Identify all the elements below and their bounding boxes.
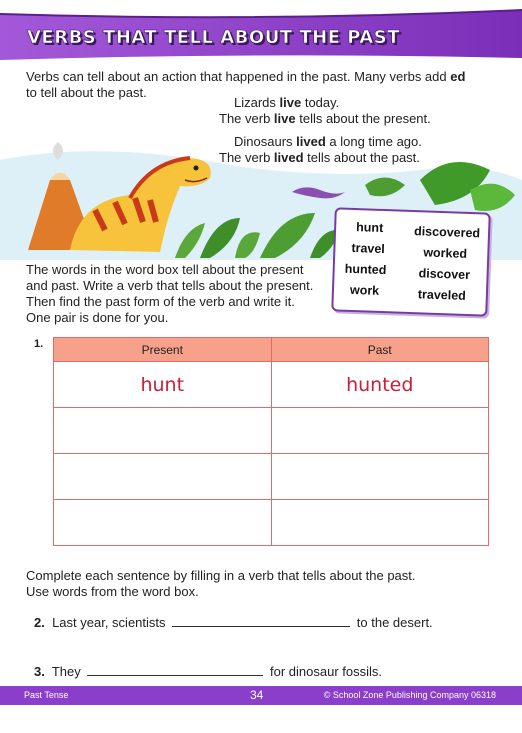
exercise-2-instructions: Complete each sentence by filling in a verb that tells about the past. Use words from the word box. (26, 568, 416, 599)
word-box-word: discovered (413, 224, 481, 241)
header-banner (0, 0, 522, 64)
word-box-word: discover (418, 266, 471, 283)
present-cell[interactable] (54, 454, 272, 500)
sentence-text: for dinosaur fossils. (270, 664, 382, 679)
table-row (54, 500, 489, 546)
intro-line2: to tell about the past. (26, 85, 147, 100)
table-row (54, 408, 489, 454)
answer-blank[interactable] (172, 625, 350, 627)
sentence-number: 2. (34, 615, 45, 630)
intro-bold: ed (450, 69, 466, 84)
verb-table (53, 337, 489, 546)
word-box-word: hunt (355, 220, 384, 236)
present-cell[interactable] (54, 500, 272, 546)
word-box (331, 207, 491, 316)
column-header-present: Present (54, 338, 272, 362)
past-cell[interactable] (271, 454, 489, 500)
table-row (54, 362, 489, 408)
intro-line1: Verbs can tell about an action that happened in the past. Many verbs add (26, 69, 451, 84)
example-3: Dinosaurs lived a long time ago. (234, 134, 422, 149)
past-cell[interactable] (271, 500, 489, 546)
past-cell: hunted (271, 362, 489, 408)
footer-topic: Past Tense (24, 690, 69, 700)
example-1: Lizards live today. (234, 95, 340, 110)
word-box-word: traveled (417, 287, 467, 303)
table-header-row (54, 338, 489, 362)
sentence-2 (34, 615, 433, 630)
word-box-word: work (349, 282, 380, 298)
table-row (54, 454, 489, 500)
present-cell: hunt (54, 362, 272, 408)
sentence-text: to the desert. (356, 615, 433, 630)
sentence-number: 3. (34, 664, 45, 679)
sentence-3 (34, 664, 382, 679)
sentence-text: They (51, 664, 81, 679)
answer-blank[interactable] (87, 674, 263, 676)
footer-bar (0, 686, 522, 705)
exercise-1-number: 1. (34, 338, 44, 350)
page-number: 34 (250, 688, 264, 702)
past-cell[interactable] (271, 408, 489, 454)
word-box-word: worked (423, 245, 468, 261)
present-cell[interactable] (54, 408, 272, 454)
word-box-word: hunted (344, 261, 387, 278)
column-header-past: Past (271, 338, 489, 362)
page-title: VERBS THAT TELL ABOUT THE PAST (27, 27, 400, 48)
footer-copyright: © School Zone Publishing Company 06318 (323, 690, 496, 700)
instructions: The words in the word box tell about the present and past. Write a verb that tells about the present. Then find the past form of the verb and write it. One pair is done for you. (26, 262, 314, 325)
sentence-text: Last year, scientists (52, 615, 166, 630)
example-4: The verb lived tells about the past. (219, 150, 420, 165)
word-box-word: travel (351, 240, 386, 257)
example-2: The verb live tells about the present. (219, 111, 431, 126)
